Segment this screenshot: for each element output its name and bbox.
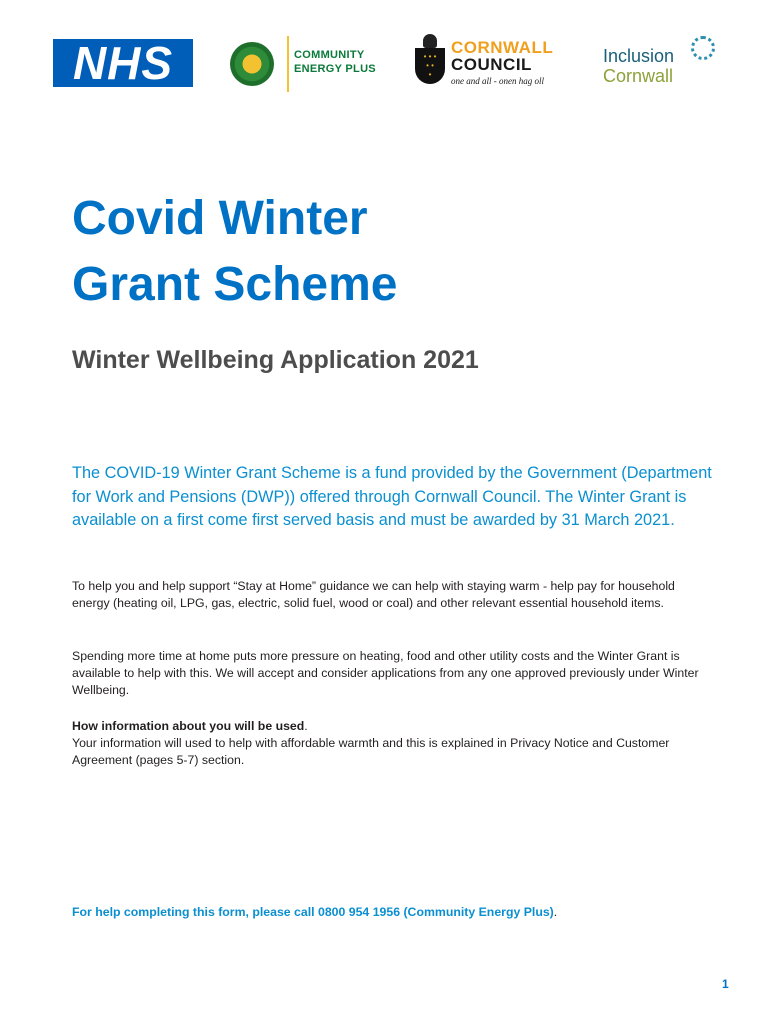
paragraph-winter-grant: Spending more time at home puts more pressure on heating, food and other utility costs and the Winter Grant is available to help with this. We will accept and consider applications from any one approved previously under Winter Wellbeing. (72, 649, 699, 697)
inclusion-ring-icon (691, 36, 715, 60)
privacy-body: Your information will used to help with affordable warmth and this is explained in Privacy Notice and Customer Agreement (pages 5-7) section. (72, 736, 670, 767)
help-text: For help completing this form, please call 0800 954 1956 (Community Energy Plus) (72, 905, 554, 919)
intro-paragraph: The COVID-19 Winter Grant Scheme is a fund provided by the Government (Department for Work and Pensions (DWP)) offered through Cornwall Council. The Winter Grant is available on a first come first served basis and must be awarded by 31 March 2021. (72, 464, 712, 529)
title-line-2: Grant Scheme (72, 258, 398, 311)
cornwall-council-motto: one and all - onen hag oll (451, 76, 544, 86)
cornwall-crest-icon (415, 48, 445, 84)
paragraph-stay-warm: To help you and help support “Stay at Home” guidance we can help with staying warm - help pay for household energy (heating oil, LPG, gas, electric, solid fuel, wood or coal) and other relevant essential household items. (72, 579, 675, 610)
community-energy-plus-logo (230, 34, 380, 94)
inclusion-cornwall-line-1: Inclusion (603, 46, 675, 66)
logo-bar (0, 30, 770, 100)
title-line-1: Covid Winter (72, 192, 368, 245)
help-line (72, 905, 557, 919)
cep-line-1: COMMUNITY (294, 49, 365, 61)
cornwall-council-line-1: CORNWALL (451, 38, 554, 57)
help-period: . (553, 905, 558, 919)
page-title (72, 186, 692, 318)
privacy-section (72, 718, 712, 769)
privacy-heading-line (72, 718, 712, 735)
page-number: 1 (722, 977, 729, 991)
cep-line-2: ENERGY PLUS (294, 63, 376, 75)
logo-divider (287, 36, 289, 92)
nhs-logo: NHS (53, 39, 193, 87)
community-energy-plus-wordmark (294, 48, 376, 76)
inclusion-cornwall-line-2: Cornwall (603, 66, 674, 86)
page-subtitle: Winter Wellbeing Application 2021 (72, 346, 479, 374)
community-energy-plus-mark-icon (230, 42, 274, 86)
inclusion-cornwall-logo (603, 34, 723, 94)
privacy-heading: How information about you will be used (72, 719, 305, 733)
cornwall-council-line-2: COUNCIL (451, 55, 532, 74)
cornwall-council-logo (413, 32, 573, 98)
privacy-heading-period: . (304, 719, 308, 733)
